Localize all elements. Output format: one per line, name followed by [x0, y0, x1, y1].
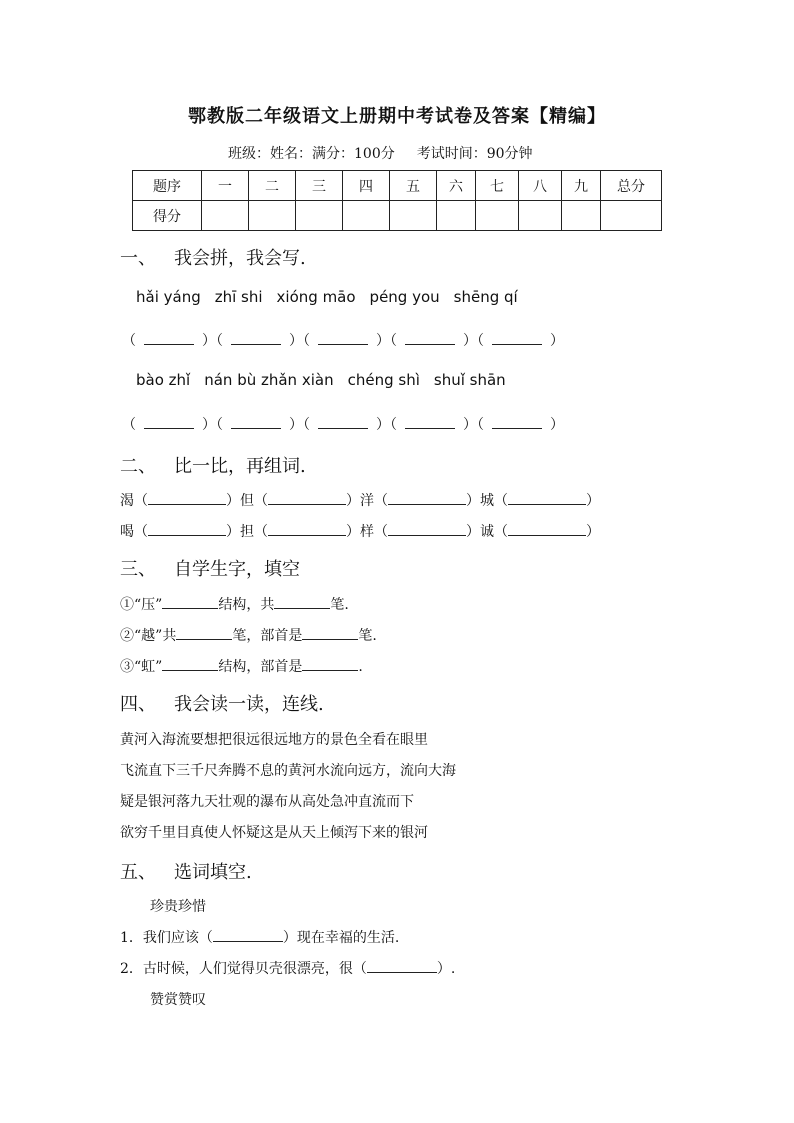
table-cell: 总分: [601, 171, 662, 201]
section-number: 五、: [120, 862, 156, 883]
fill-text: 结构，部首是: [218, 659, 303, 675]
class-name-score-label: 班级：姓名：满分：100分: [228, 146, 395, 162]
answer-blank[interactable]: [231, 416, 281, 429]
answer-blank[interactable]: [162, 658, 218, 671]
table-cell: 九: [562, 171, 601, 201]
question-text: 2．古时候，人们觉得贝壳很漂亮，很（: [120, 961, 367, 977]
score-table: [132, 170, 662, 231]
answer-blank[interactable]: [274, 596, 330, 609]
answer-blanks-row-1: [122, 330, 564, 350]
match-line: 疑是银河落九天壮观的瀑布从高处急冲直流而下: [120, 794, 414, 810]
pinyin-word: péng you: [369, 288, 440, 306]
answer-blank[interactable]: [492, 332, 542, 345]
section-1-heading: [120, 244, 306, 270]
answer-blank[interactable]: [302, 627, 358, 640]
answer-blank[interactable]: [508, 492, 586, 505]
score-cell: [601, 201, 662, 231]
char: 喝: [120, 524, 134, 540]
score-cell: [249, 201, 296, 231]
fill-text: 笔.: [330, 597, 349, 613]
question-text: 1．我们应该（: [120, 930, 213, 946]
section-number: 二、: [120, 456, 156, 477]
table-cell: 五: [390, 171, 437, 201]
pinyin-word: shēng qí: [453, 288, 518, 306]
fill-text: ①“压”: [120, 597, 163, 613]
score-cell: [562, 201, 601, 231]
section-number: 一、: [120, 248, 156, 269]
match-line: 黄河入海流要想把很远很远地方的景色全看在眼里: [120, 732, 428, 748]
table-cell: 得分: [133, 201, 202, 231]
answer-blank[interactable]: [144, 332, 194, 345]
paren: ）: [463, 417, 477, 433]
section-number: 四、: [120, 694, 156, 715]
section-3-heading: [120, 555, 300, 581]
score-cell: [476, 201, 519, 231]
fill-line-3: [120, 656, 363, 676]
pinyin-word: nán bù zhǎn xiàn: [204, 371, 334, 389]
paren: ）: [289, 333, 303, 349]
answer-blank[interactable]: [144, 416, 194, 429]
char: 样: [360, 524, 374, 540]
paren: （: [216, 417, 223, 433]
pinyin-row-1: [136, 288, 532, 306]
answer-blank[interactable]: [388, 492, 466, 505]
paren: ）: [289, 417, 303, 433]
fill-text: 笔.: [358, 628, 377, 644]
fill-text: .: [358, 659, 363, 675]
pinyin-word: chéng shì: [347, 371, 420, 389]
word-choices-2: 赞赏赞叹: [150, 992, 206, 1008]
answer-blank[interactable]: [492, 416, 542, 429]
section-2-heading: [120, 452, 306, 478]
paren: ）: [202, 333, 216, 349]
table-cell: 三: [296, 171, 343, 201]
section-title: 选词填空.: [174, 862, 252, 883]
paren: （: [216, 333, 223, 349]
answer-blank[interactable]: [148, 523, 226, 536]
question-text: ）.: [436, 961, 456, 977]
char: 担: [240, 524, 254, 540]
answer-blank[interactable]: [176, 627, 232, 640]
table-cell: 二: [249, 171, 296, 201]
section-title: 自学生字，填空: [174, 559, 300, 580]
fill-line-2: [120, 625, 377, 645]
answer-blank[interactable]: [318, 332, 368, 345]
answer-blank[interactable]: [367, 960, 437, 973]
section-title: 比一比，再组词.: [174, 456, 306, 477]
table-cell: 八: [519, 171, 562, 201]
table-cell: 四: [343, 171, 390, 201]
char: 诚: [480, 524, 494, 540]
match-line: 欲穷千里目真使人怀疑这是从天上倾泻下来的银河: [120, 825, 428, 841]
exam-info: [228, 143, 555, 163]
paren: （: [477, 333, 484, 349]
answer-blank[interactable]: [268, 523, 346, 536]
score-cell: [296, 201, 343, 231]
fill-text: 结构，共: [218, 597, 275, 613]
answer-blank[interactable]: [405, 416, 455, 429]
answer-blank[interactable]: [213, 929, 283, 942]
score-cell: [390, 201, 437, 231]
paren: （: [303, 417, 310, 433]
score-table-score-row: [133, 201, 662, 231]
question-2: [120, 958, 455, 978]
fill-line-1: [120, 594, 349, 614]
pinyin-word: shuǐ shān: [433, 371, 506, 389]
paren: ）: [376, 417, 390, 433]
pinyin-word: xióng māo: [276, 288, 356, 306]
answer-blank[interactable]: [508, 523, 586, 536]
word-choices-1: 珍贵珍惜: [150, 899, 206, 915]
paren: （: [122, 333, 136, 349]
compare-row-2: 喝（ ）担（ ）样（ ）诚（ ）: [120, 524, 600, 540]
section-title: 我会读一读，连线.: [174, 694, 324, 715]
paren: （: [390, 333, 397, 349]
answer-blank[interactable]: [302, 658, 358, 671]
paren: （: [390, 417, 397, 433]
section-5-heading: [120, 858, 252, 884]
paren: （: [303, 333, 310, 349]
question-1: [120, 927, 399, 947]
score-cell: [343, 201, 390, 231]
pinyin-row-2: [136, 371, 520, 389]
char: 但: [240, 493, 254, 509]
pinyin-word: zhī shi: [214, 288, 263, 306]
char: 城: [480, 493, 494, 509]
fill-text: 笔，部首是: [232, 628, 303, 644]
score-cell: [519, 201, 562, 231]
answer-blank[interactable]: [231, 332, 281, 345]
score-cell: [202, 201, 249, 231]
table-cell: 题序: [133, 171, 202, 201]
answer-blank[interactable]: [148, 492, 226, 505]
section-4-heading: [120, 690, 324, 716]
answer-blank[interactable]: [405, 332, 455, 345]
answer-blank[interactable]: [268, 492, 346, 505]
paren: ）: [463, 333, 477, 349]
fill-text: ③“虹”: [120, 659, 163, 675]
answer-blank[interactable]: [162, 596, 218, 609]
score-cell: [437, 201, 476, 231]
answer-blank[interactable]: [388, 523, 466, 536]
match-line: 飞流直下三千尺奔腾不息的黄河水流向远方，流向大海: [120, 763, 456, 779]
pinyin-word: hǎi yáng: [136, 288, 201, 306]
answer-blank[interactable]: [318, 416, 368, 429]
table-cell: 一: [202, 171, 249, 201]
question-text: ）现在幸福的生活.: [282, 930, 400, 946]
paren: （: [122, 417, 136, 433]
page-title: 鄂教版二年级语文上册期中考试卷及答案【精编】: [188, 106, 606, 127]
score-table-header-row: [133, 171, 662, 201]
paren: ）: [550, 333, 564, 349]
paren: ）: [550, 417, 564, 433]
table-cell: 六: [437, 171, 476, 201]
paren: （: [477, 417, 484, 433]
table-cell: 七: [476, 171, 519, 201]
fill-text: ②“越”共: [120, 628, 177, 644]
pinyin-word: bào zhǐ: [136, 371, 191, 389]
section-number: 三、: [120, 559, 156, 580]
char: 渴: [120, 493, 134, 509]
exam-time-label: 考试时间：90分钟: [416, 146, 533, 162]
paren: ）: [376, 333, 390, 349]
paren: ）: [202, 417, 216, 433]
char: 洋: [360, 493, 374, 509]
compare-row-1: 渴（ ）但（ ）洋（ ）城（ ）: [120, 493, 600, 509]
section-title: 我会拼，我会写.: [174, 248, 306, 269]
answer-blanks-row-2: [122, 414, 564, 434]
